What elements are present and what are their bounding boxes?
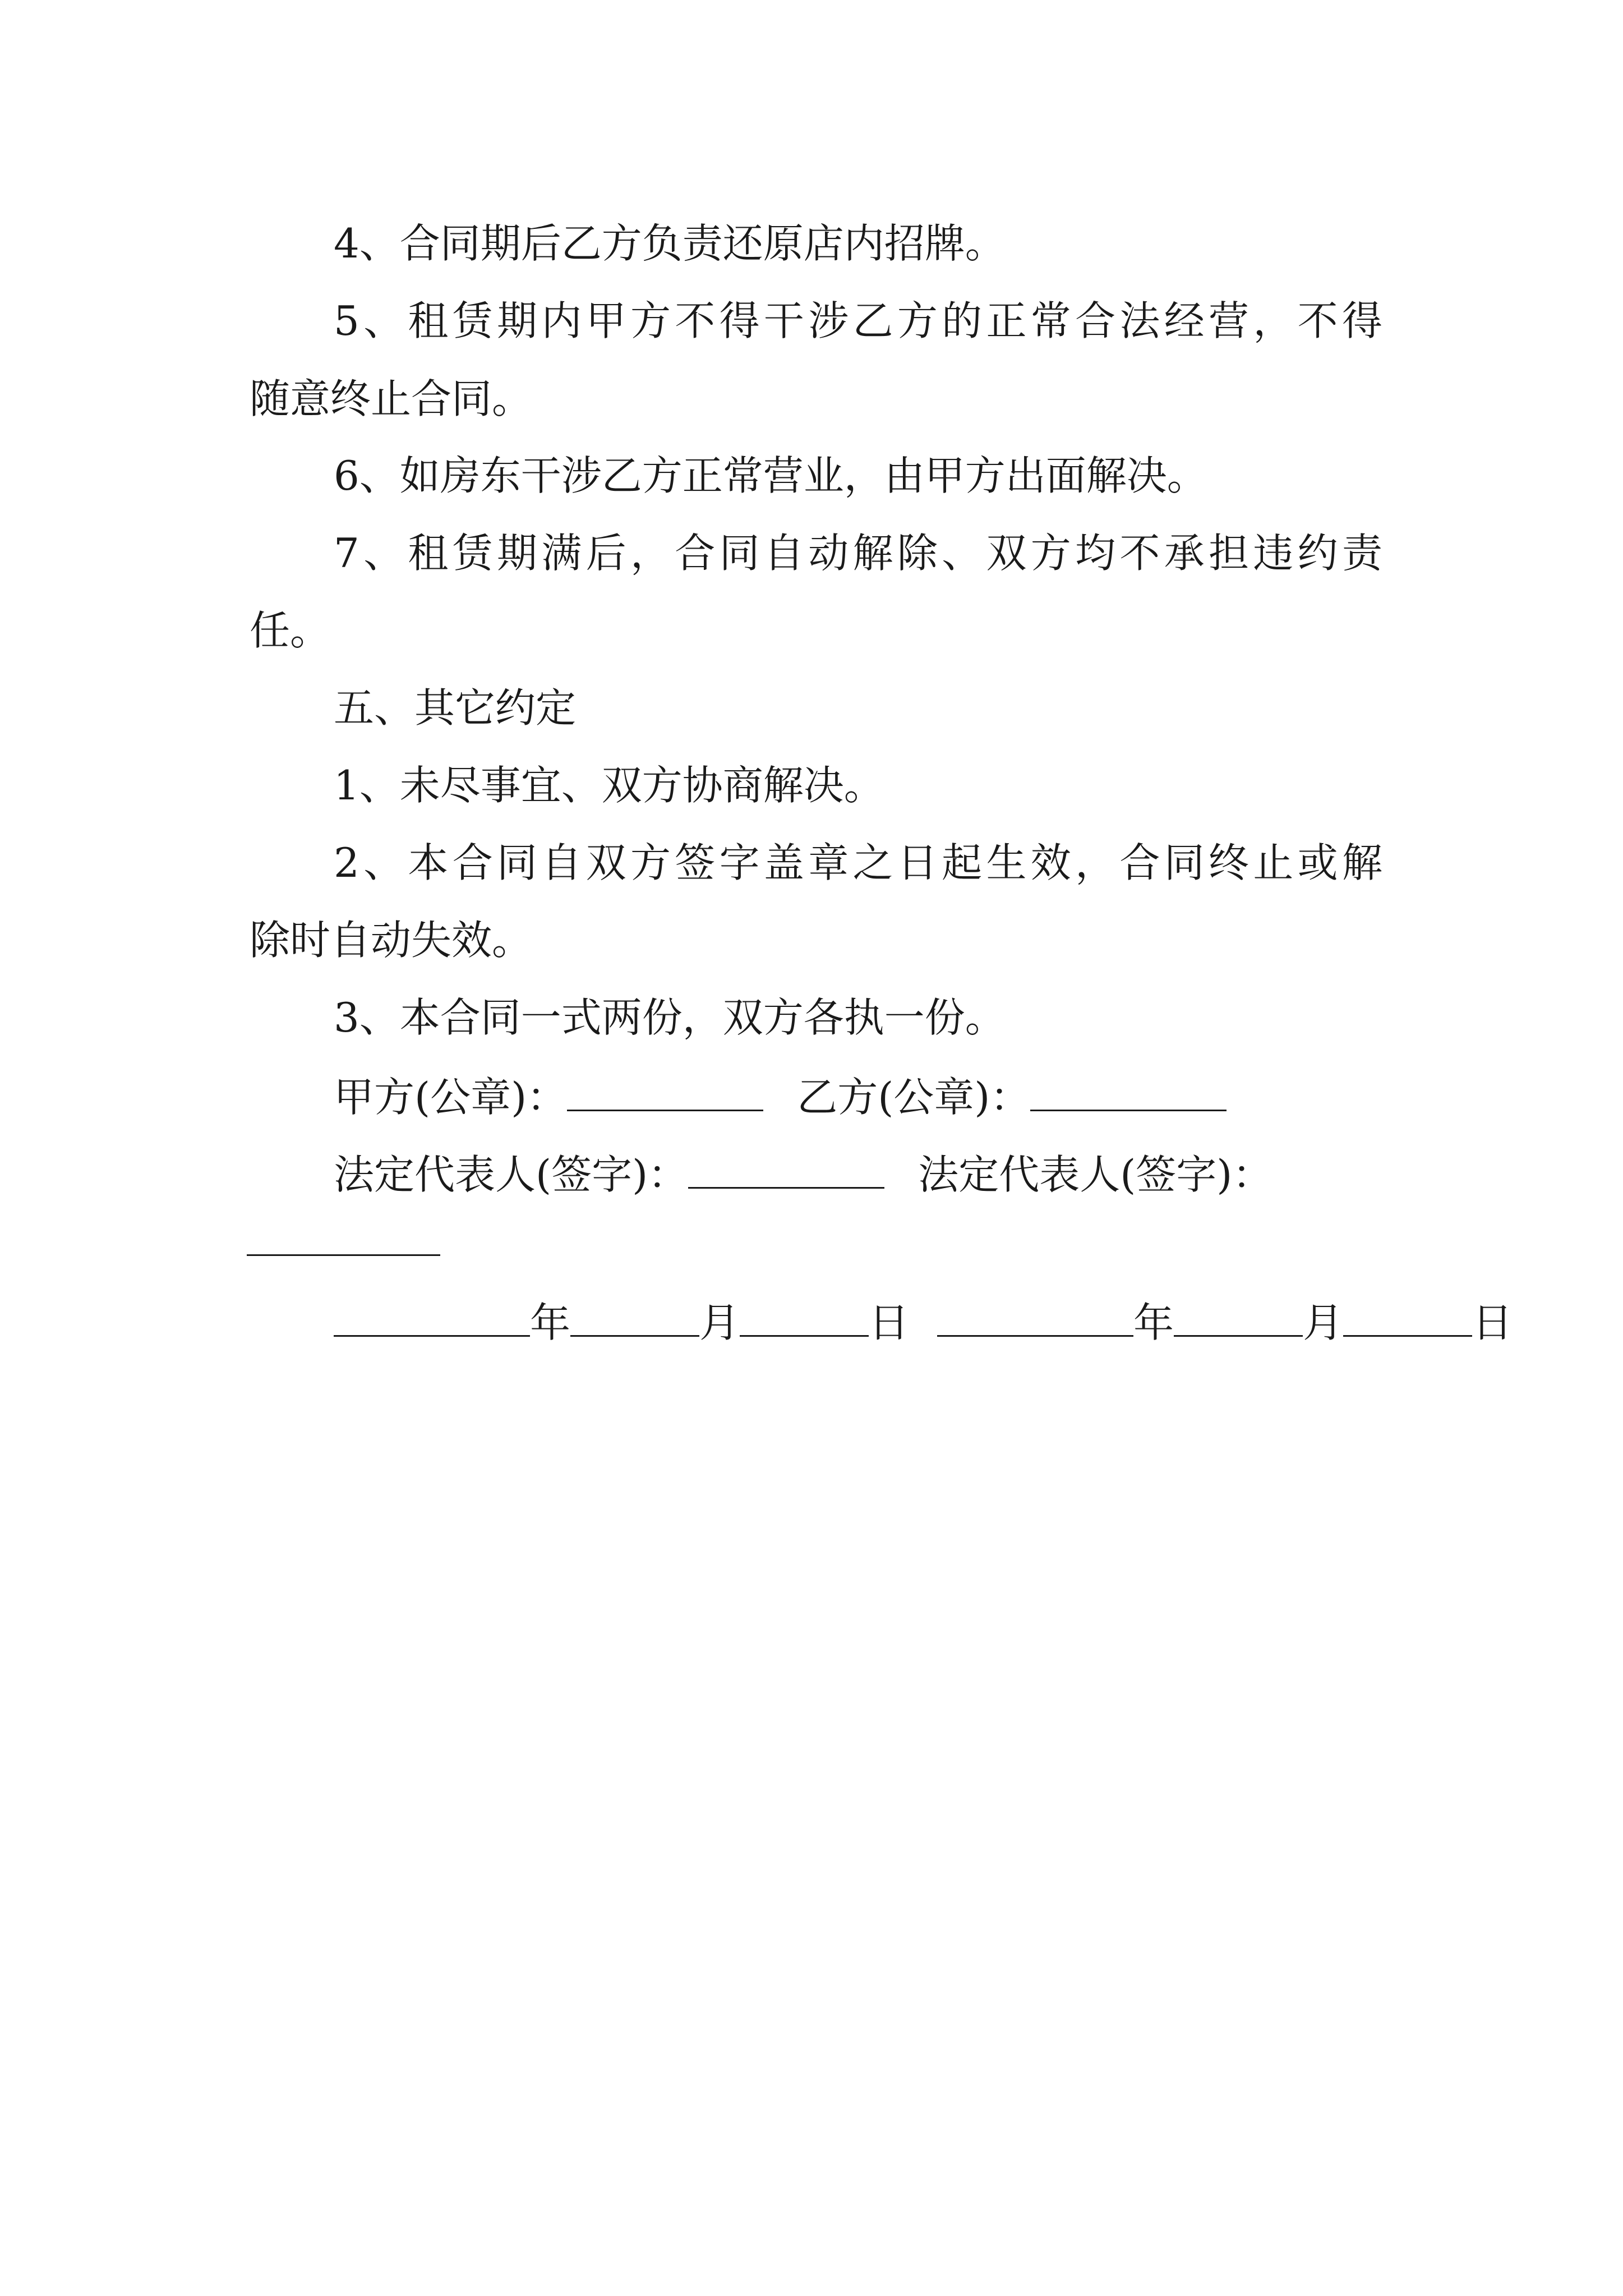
section-item-2-char: 终: [1209, 839, 1249, 886]
clause-5-char: 租: [408, 297, 449, 344]
clause-7-char: 合: [675, 530, 716, 577]
clause-7-char: 租: [408, 530, 449, 577]
clause-7-char: 不: [1119, 530, 1160, 577]
clause-5-line-2: 随意终止合同。: [250, 375, 533, 422]
clause-5-char: 内: [541, 297, 582, 344]
clause-7-char: 后: [585, 530, 626, 577]
date-b-month-field[interactable]: [1174, 1300, 1303, 1337]
section-item-2-char: 同: [497, 839, 538, 886]
date-a-month-label: 月: [699, 1299, 740, 1346]
section-item-2-char: 效: [1030, 839, 1071, 886]
date-a-day-label: 日: [869, 1299, 910, 1346]
clause-7-char: 、: [363, 530, 404, 577]
clause-7-char: 责: [1341, 530, 1382, 577]
section-item-2-char: 生: [986, 839, 1027, 886]
clause-7-char: 解: [852, 530, 893, 577]
party-seal-row: [334, 1074, 1227, 1121]
clause-5-char: 干: [763, 297, 804, 344]
clause-5-char: 甲: [585, 297, 626, 344]
clause-7-char: 除: [897, 530, 938, 577]
section-item-3: 3、本合同一式两份，双方各执一份。: [334, 994, 1006, 1041]
section-item-2-char: ，: [1075, 839, 1116, 886]
clause-5-char: 得: [1341, 297, 1382, 344]
clause-4: 4、合同期后乙方负责还原店内招牌。: [334, 220, 1006, 267]
section-item-2-char: 止: [1253, 839, 1294, 886]
clause-5-char: 得: [719, 297, 760, 344]
clause-7-char: 约: [1297, 530, 1338, 577]
clause-7-line-2: 任。: [250, 607, 331, 654]
clause-5-char: 经: [1164, 297, 1205, 344]
clause-7-char: 担: [1209, 530, 1249, 577]
clause-5-char: ，: [1253, 297, 1294, 344]
section-item-1: 1、未尽事宜、双方协商解决。: [334, 762, 884, 809]
section-item-2-char: 本: [408, 839, 449, 886]
clause-7-char: 方: [1030, 530, 1071, 577]
section-item-2-line-2: 除时自动失效。: [250, 917, 533, 964]
legal-rep-b-label: 法定代表人(签字)：: [918, 1151, 1273, 1198]
clause-5-char: 营: [1209, 297, 1249, 344]
section-item-2-char: 章: [808, 839, 849, 886]
legal-rep-row: [334, 1151, 1273, 1198]
clause-5-char: 5: [334, 297, 359, 344]
clause-5-char: 不: [675, 297, 716, 344]
clause-5-char: 常: [1030, 297, 1071, 344]
date-a-year-field[interactable]: [334, 1300, 530, 1337]
section-item-2-char: 日: [897, 839, 938, 886]
clause-5-char: 正: [986, 297, 1027, 344]
clause-5-char: 涉: [808, 297, 849, 344]
party-a-seal-field[interactable]: [567, 1075, 763, 1111]
clause-7-char: 期: [497, 530, 538, 577]
clause-7-char: 均: [1075, 530, 1116, 577]
clause-7-char: ，: [630, 530, 671, 577]
clause-7-char: 赁: [452, 530, 493, 577]
section-item-2-char: 双: [585, 839, 626, 886]
section-item-2-char: 解: [1341, 839, 1382, 886]
clause-5-char: 赁: [452, 297, 493, 344]
clause-5-char: 法: [1119, 297, 1160, 344]
date-row: [334, 1299, 1513, 1346]
section-item-2-char: 2: [334, 839, 359, 886]
clause-7-char: 违: [1253, 530, 1294, 577]
clause-7-char: 自: [763, 530, 804, 577]
legal-rep-a-label: 法定代表人(签字)：: [334, 1151, 689, 1198]
section-item-2-char: 自: [541, 839, 582, 886]
date-b-month-label: 月: [1303, 1299, 1344, 1346]
section-item-2-char: 或: [1297, 839, 1338, 886]
party-a-seal-label: 甲方(公章)：: [334, 1074, 568, 1121]
section-item-2-char: 方: [630, 839, 671, 886]
section-item-2-char: 起: [942, 839, 983, 886]
clause-7-char: 双: [986, 530, 1027, 577]
section-item-2-char: 字: [719, 839, 760, 886]
clause-5-char: 期: [497, 297, 538, 344]
clause-5-char: 的: [942, 297, 983, 344]
section-item-2-char: 盖: [763, 839, 804, 886]
clause-7-char: 同: [719, 530, 760, 577]
legal-rep-a-field[interactable]: [688, 1152, 884, 1189]
party-b-seal-label: 乙方(公章)：: [797, 1074, 1031, 1121]
date-a-month-field[interactable]: [570, 1300, 699, 1337]
date-b-year-label: 年: [1133, 1299, 1174, 1346]
clause-7-char: 动: [808, 530, 849, 577]
clause-5-char: 乙: [852, 297, 893, 344]
section-item-2-char: 签: [675, 839, 716, 886]
clause-5-char: 合: [1075, 297, 1116, 344]
section-item-2-char: 合: [452, 839, 493, 886]
section-item-2-char: 同: [1164, 839, 1205, 886]
clause-7-char: 满: [541, 530, 582, 577]
date-a-day-field[interactable]: [740, 1300, 869, 1337]
section-item-2-char: 合: [1119, 839, 1160, 886]
clause-7-char: 承: [1164, 530, 1205, 577]
legal-rep-b-field[interactable]: [247, 1254, 440, 1256]
clause-7-line-1: [334, 530, 1382, 577]
section-item-2-char: 、: [363, 839, 404, 886]
clause-6: 6、如房东干涉乙方正常营业，由甲方出面解决。: [334, 452, 1207, 499]
clause-5-char: 方: [897, 297, 938, 344]
section-item-2-char: 之: [852, 839, 893, 886]
date-b-day-field[interactable]: [1343, 1300, 1472, 1337]
date-b-year-field[interactable]: [937, 1300, 1133, 1337]
clause-5-char: 、: [363, 297, 404, 344]
date-b-day-label: 日: [1472, 1299, 1513, 1346]
clause-7-char: 、: [942, 530, 983, 577]
date-a-year-label: 年: [530, 1299, 571, 1346]
clause-5-line-1: [334, 297, 1382, 344]
party-b-seal-field[interactable]: [1030, 1075, 1227, 1111]
section-item-2-line-1: [334, 839, 1382, 886]
clause-5-char: 不: [1297, 297, 1338, 344]
clause-5-char: 方: [630, 297, 671, 344]
clause-7-char: 7: [334, 530, 359, 577]
section-heading-other-agreements: 五、其它约定: [334, 684, 577, 731]
